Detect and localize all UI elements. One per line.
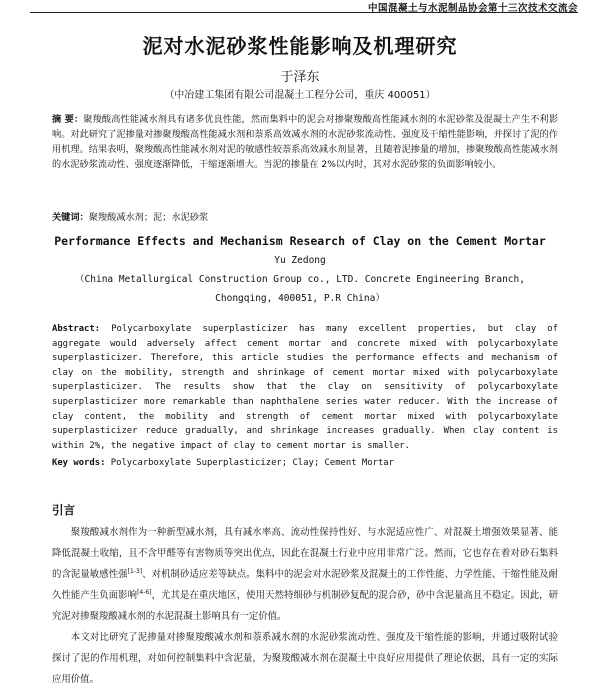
section-heading-intro: 引言 bbox=[52, 503, 75, 517]
abstract-en-text: Polycarboxylate superplasticizer has many excellent properties, but clay of aggregate would adversely affect cement mortar and concrete mixed with polycarboxylate superplasticizer. Therefore, this article studies the performance effects and mechanism of clay on the mobility, strength and shrinkage of cement mortar mixed with polycarboxylate superplasticizer. The results show that the clay on sensitivity of polycarboxylate superplasticizer more remarkable than naphthalene series water reducer. With the increase of clay content, the mobility and strength of cement mortar mixed with polycarboxylate superplasticizer reduce gradually, and shrinkage increases gradually. When clay content is within 2%, the negative impact of clay to cement mortar is smaller. bbox=[52, 324, 558, 451]
keywords-en-text: Polycarboxylate Superplasticizer; Clay; Cement Mortar bbox=[110, 458, 394, 468]
abstract-cn-text: 聚羧酸高性能减水剂具有诸多优良性能，然而集料中的泥会对掺聚羧酸高性能减水剂的水泥砂浆及混凝土产生不利影响。对此研究了泥掺量对掺聚羧酸高性能减水剂和萘系高效减水剂的水泥砂浆流动性、强度及干缩性能影响，并探讨了泥的作用机理。结果表明，聚羧酸高性能减水剂对泥的敏感性较萘系高效减水剂显著，且随着泥掺量的增加，掺聚羧酸高性能减水剂的水泥砂浆流动性、强度逐渐降低，干缩逐渐增大。当泥的掺量在 2%以内时，其对水泥砂浆的负面影响较小。 bbox=[52, 114, 559, 170]
author-cn: 于泽东 bbox=[280, 70, 320, 85]
abstract-en-label: Abstract: bbox=[52, 324, 101, 334]
running-header bbox=[30, 0, 578, 13]
affiliation-cn: （中冶建工集团有限公司混凝土工程分公司，重庆 400051） bbox=[164, 90, 436, 101]
author-en: Yu Zedong bbox=[274, 255, 326, 266]
running-header-title: 中国混凝土与水泥制品协会第十三次技术交流会 bbox=[367, 3, 578, 14]
abstract-en bbox=[52, 322, 558, 453]
paper-title-cn: 泥对水泥砂浆性能影响及机理研究 bbox=[142, 34, 458, 58]
citation-2: [4-6] bbox=[137, 588, 152, 596]
abstract-cn-label: 摘 要： bbox=[52, 114, 84, 125]
affiliation-en: （China Metallurgical Construction Group co., LTD. Concrete Engineering Branch, Chongqing, 400051, P.R China） bbox=[75, 274, 525, 304]
intro-p1-part-c: ，尤其是在重庆地区，使用天然特细砂与机制砂复配的混合砂，砂中含泥量高且不稳定。因此，研究泥对掺聚羧酸减水剂的水泥混凝土影响具有一定价值。 bbox=[52, 590, 558, 622]
intro-paragraph-1 bbox=[52, 522, 558, 627]
intro-body bbox=[52, 522, 558, 690]
intro-paragraph-2: 本文对比研究了泥掺量对掺聚羧酸减水剂和萘系减水剂的水泥砂浆流动性、强度及干缩性能的影响，并通过吸附试验探讨了泥的作用机理，对如何控制集料中含泥量，为聚羧酸减水剂在混凝土中良好应用提供了理论依据，具有一定的实际应用价值。 bbox=[52, 632, 558, 685]
keywords-cn-text: 聚羧酸减水剂；泥；水泥砂浆 bbox=[88, 212, 209, 223]
citation-1: [1-3] bbox=[127, 567, 143, 575]
keywords-cn-label: 关键词： bbox=[52, 212, 89, 223]
paper-title-en: Performance Effects and Mechanism Research of Clay on the Cement Mortar bbox=[54, 234, 546, 248]
intro-p1-part-b: 、对机制砂适应差等缺点。集料中的泥会对水泥砂浆及混凝土的工作性能、力学性能、干缩性能及耐久性能产生负面影响 bbox=[52, 569, 558, 601]
keywords-cn bbox=[52, 210, 558, 225]
keywords-en bbox=[52, 456, 558, 471]
keywords-en-label: Key words: bbox=[52, 458, 106, 468]
abstract-cn bbox=[52, 112, 558, 172]
intro-p1-part-a: 聚羧酸减水剂作为一种新型减水剂，具有减水率高、流动性保持性好、与水泥适应性广、对混凝土增强效果显著、能降低混凝土收缩，且不含甲醛等有害物质等突出优点，因此在混凝土行业中应用非常广泛。然而，它也存在着对砂石集料的含泥量敏感性强 bbox=[52, 527, 558, 580]
